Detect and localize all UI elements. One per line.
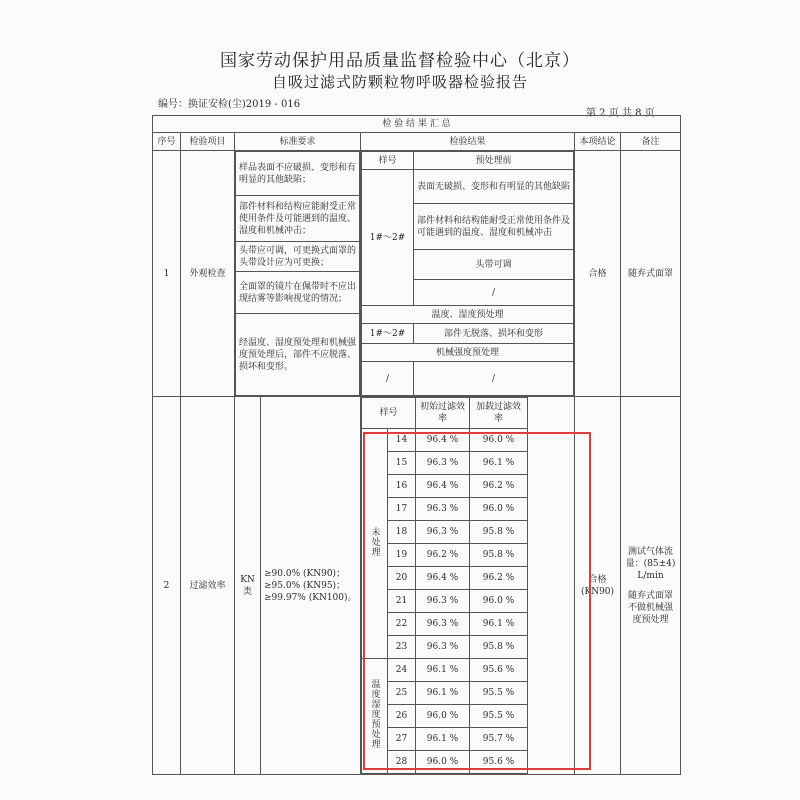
- loaded-efficiency: 95.8 %: [470, 636, 528, 659]
- initial-efficiency: 96.2 %: [416, 544, 470, 567]
- loaded-efficiency: 96.2 %: [470, 567, 528, 590]
- mechanical-pretreat-header: 机械强度预处理: [362, 344, 574, 362]
- slash-cell: /: [414, 362, 574, 396]
- row1-item: 外观检查: [181, 151, 235, 397]
- loaded-efficiency: 96.2 %: [470, 475, 528, 498]
- loaded-efficiency: 96.1 %: [470, 613, 528, 636]
- document-number: 编号：换证安检(尘)2019 - 016: [158, 99, 301, 110]
- requirement-line: 全面罩的镜片在佩带时不应出现结雾等影响视觉的情况；: [236, 272, 360, 314]
- sample-number: 16: [388, 475, 416, 498]
- col-header-item: 检验项目: [181, 133, 235, 151]
- row2-conclusion: 合格(KN90): [575, 397, 621, 775]
- sample-number: 23: [388, 636, 416, 659]
- group-treated-label: 温度湿度预处理: [369, 679, 380, 749]
- sample-number: 19: [388, 544, 416, 567]
- initial-efficiency: 96.3 %: [416, 613, 470, 636]
- group-untreated-label: 未处理: [369, 526, 380, 557]
- sample-number: 15: [388, 452, 416, 475]
- initial-efficiency: 96.0 %: [416, 750, 470, 773]
- sample-number: 17: [388, 498, 416, 521]
- summary-title: 检 验 结 果 汇 总: [153, 116, 681, 133]
- loaded-efficiency: 95.5 %: [470, 704, 528, 727]
- row1-remark: 随弃式面罩: [621, 151, 681, 397]
- report-title: 自吸过滤式防颗粒物呼吸器检验报告: [271, 73, 528, 91]
- humidity-pretreat-header: 温度、湿度预处理: [362, 306, 574, 324]
- loaded-efficiency: 96.0 %: [470, 429, 528, 452]
- sample-header: 样号: [362, 152, 414, 170]
- row2-item: 过滤效率: [181, 397, 235, 775]
- sample-number: 27: [388, 727, 416, 750]
- loaded-efficiency: 95.6 %: [470, 659, 528, 682]
- initial-efficiency: 96.1 %: [416, 727, 470, 750]
- loaded-efficiency: 95.8 %: [470, 521, 528, 544]
- pretreat-before-header: 预处理前: [414, 152, 574, 170]
- eff-header-sample: 样号: [362, 398, 416, 429]
- sample-number: 22: [388, 613, 416, 636]
- eff-header-loaded: 加载过滤效率: [470, 398, 528, 429]
- row1-number: 1: [153, 151, 181, 397]
- result-line: 部件材料和结构能耐受正常使用条件及可能遇到的温度、湿度和机械冲击: [414, 204, 574, 250]
- sample-number: 24: [388, 659, 416, 682]
- sample-number: 25: [388, 681, 416, 704]
- slash-cell: /: [362, 362, 414, 396]
- requirement-line: 经温度、湿度预处理和机械强度预处理后，部件不应脱落、损坏和变形。: [236, 314, 360, 396]
- col-header-conclusion: 本项结论: [575, 133, 621, 151]
- row2-class: KN 类: [235, 397, 261, 775]
- loaded-efficiency: 96.0 %: [470, 590, 528, 613]
- row1-requirements: [235, 151, 360, 396]
- result-line: 头带可调: [414, 250, 574, 280]
- initial-efficiency: 96.1 %: [416, 681, 470, 704]
- row2-remark: [621, 397, 681, 775]
- mechanical-note: 随弃式面罩不做机械强度预处理: [628, 590, 674, 625]
- loaded-efficiency: 95.6 %: [470, 750, 528, 773]
- initial-efficiency: 96.3 %: [416, 521, 470, 544]
- page-number: 第 2 页 共 8 页: [586, 108, 655, 119]
- highlight-box: [363, 432, 591, 770]
- sample-number: 21: [388, 590, 416, 613]
- initial-efficiency: 96.3 %: [416, 452, 470, 475]
- initial-efficiency: 96.3 %: [416, 498, 470, 521]
- sample-number: 18: [388, 521, 416, 544]
- requirement-line: 部件材料和结构应能耐受正常使用条件及可能遇到的温度、湿度和机械冲击；: [236, 196, 360, 242]
- result-after: 部件无脱落、损坏和变形: [414, 324, 574, 344]
- initial-efficiency: 96.4 %: [416, 567, 470, 590]
- loaded-efficiency: 95.5 %: [470, 681, 528, 704]
- requirement-line: 头带应可调，可更换式面罩的头带设计应为可更换；: [236, 242, 360, 272]
- initial-efficiency: 96.4 %: [416, 475, 470, 498]
- loaded-efficiency: 95.8 %: [470, 544, 528, 567]
- col-header-remark: 备注: [621, 133, 681, 151]
- initial-efficiency: 96.3 %: [416, 636, 470, 659]
- result-line: /: [414, 280, 574, 306]
- row1-results: [361, 151, 574, 396]
- sample-number: 14: [388, 429, 416, 452]
- initial-efficiency: 96.4 %: [416, 429, 470, 452]
- initial-efficiency: 96.3 %: [416, 590, 470, 613]
- requirement-line: 样品表面不应破损、变形和有明显的其他缺陷；: [236, 152, 360, 196]
- initial-efficiency: 96.1 %: [416, 659, 470, 682]
- sample-range: 1#～2#: [362, 324, 414, 344]
- sample-number: 28: [388, 750, 416, 773]
- row1-conclusion: 合格: [575, 151, 621, 397]
- eff-header-initial: 初始过滤效率: [416, 398, 470, 429]
- org-title: 国家劳动保护用品质量监督检验中心（北京）: [220, 51, 580, 71]
- row2-requirement: ≥90.0% (KN90)；≥95.0% (KN95)；≥99.97% (KN100)。: [261, 397, 361, 775]
- flow-rate-note: 测试气体流量：(85±4) L/min: [625, 546, 676, 581]
- sample-range: 1#～2#: [362, 170, 414, 306]
- initial-efficiency: 96.0 %: [416, 704, 470, 727]
- loaded-efficiency: 96.0 %: [470, 498, 528, 521]
- loaded-efficiency: 96.1 %: [470, 452, 528, 475]
- col-header-no: 序号: [153, 133, 181, 151]
- row2-number: 2: [153, 397, 181, 775]
- col-header-requirement: 标准要求: [235, 133, 361, 151]
- result-line: 表面无破损、变形和有明显的其他缺陷: [414, 170, 574, 204]
- col-header-result: 检验结果: [361, 133, 575, 151]
- sample-number: 26: [388, 704, 416, 727]
- loaded-efficiency: 95.7 %: [470, 727, 528, 750]
- sample-number: 20: [388, 567, 416, 590]
